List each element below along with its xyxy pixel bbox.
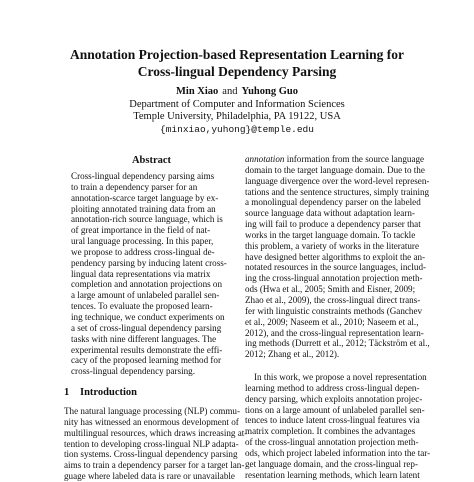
affiliation-line-2: Temple University, Philadelphia, PA 19122, USA xyxy=(133,111,341,122)
text-line: annotation-scarce target language by ex- xyxy=(71,192,219,203)
text-line: a large amount of unlabeled parallel sen- xyxy=(71,290,220,301)
text-line: ing methods (Durrett et al., 2012; Täckström et al., xyxy=(245,338,430,349)
text-line: et al., 2009; Naseem et al., 2010; Naseem et al., xyxy=(245,316,419,327)
section-number: 1 xyxy=(64,387,70,399)
text-line: The natural language processing (NLP) commu- xyxy=(64,406,241,417)
text-line: tences. To evaluate the proposed learn- xyxy=(71,301,213,312)
text-line: multilingual resources, which draws increasing at- xyxy=(64,427,248,438)
text-line: lingual data representations via matrix xyxy=(71,268,211,279)
text-line: tion systems. Cross-lingual dependency parsing xyxy=(64,449,238,460)
text-line: we propose to address cross-lingual de- xyxy=(71,246,215,257)
italic-word: annotation xyxy=(245,154,285,164)
text-line: ods (Hwa et al., 2005; Smith and Eisner, 2009; xyxy=(245,284,416,295)
right-paragraph-1 xyxy=(245,164,430,360)
text-line: ural language processing. In this paper, xyxy=(71,236,214,247)
author-email: {minxiao,yuhong}@temple.edu xyxy=(160,123,314,135)
text-line: tention to developing cross-lingual NLP adapta- xyxy=(64,438,239,449)
author-2: Yuhong Guo xyxy=(241,86,298,97)
text-line: cross-lingual dependency parsing. xyxy=(71,366,195,377)
author-and: and xyxy=(222,86,238,97)
text-line: tations and the sentence structures, simply training xyxy=(245,186,430,197)
text-line: dency parsing, which exploits annotation projec- xyxy=(245,393,423,404)
text-line: ing technique, we conduct experiments on xyxy=(71,311,225,322)
right-first-line xyxy=(245,154,425,165)
text-line: annotation-rich source language, which is xyxy=(71,214,223,225)
text-line: guage where labeled data is rare or unavailable xyxy=(64,471,235,482)
title-line-2: Cross-lingual Dependency Parsing xyxy=(137,64,337,79)
text-line: pendency parsing by inducing latent cross- xyxy=(71,257,227,268)
text-line: ing will fail to produce a dependency parser that xyxy=(245,219,421,230)
text-line: Cross-lingual dependency parsing aims xyxy=(71,171,215,181)
text-line: ing the cross-lingual annotation projection meth- xyxy=(245,273,423,284)
paragraph-gap xyxy=(245,360,425,372)
text-line: 2012; Zhang et al., 2012). xyxy=(245,349,340,360)
text-line: fer with linguistic constraints methods (Ganchev xyxy=(245,305,423,316)
title-line-1: Annotation Projection-based Representation Learning for xyxy=(70,47,404,62)
affiliation-line-1: Department of Computer and Information Sciences xyxy=(129,98,345,110)
first-line-rest: information from the source language xyxy=(284,154,425,164)
text-line: tions on a large amount of unlabeled parallel sen- xyxy=(245,404,425,415)
right-column xyxy=(245,154,431,480)
abstract-body xyxy=(64,171,239,377)
text-line: of the cross-lingual annotation projection meth- xyxy=(245,437,419,448)
text-line: a set of cross-lingual dependency parsing xyxy=(71,322,222,333)
text-line: matrix completion. It combines the advantages xyxy=(245,426,416,437)
text-line: completion and annotation projections on xyxy=(71,279,223,290)
author-1: Min Xiao xyxy=(176,86,219,97)
text-line: source language data without adaptation learn- xyxy=(245,208,415,219)
introduction-heading xyxy=(64,387,239,399)
text-line: works in the target language domain. To tackle xyxy=(245,229,416,240)
right-paragraph-2 xyxy=(245,372,431,480)
text-line: language divergence over the word-level represen- xyxy=(245,175,430,186)
text-line: In this work, we propose a novel representation xyxy=(254,372,427,383)
text-line: cacy of the proposed learning method for xyxy=(71,355,221,366)
text-line: ods, which project labeled information into the tar- xyxy=(245,447,431,458)
text-line: have designed better algorithms to exploit the an- xyxy=(245,251,426,262)
author-block xyxy=(0,86,474,136)
text-line: get language domain, and the cross-lingual rep- xyxy=(245,458,418,469)
text-line: nity has witnessed an enormous development of xyxy=(64,416,239,427)
text-line: aims to train a dependency parser for a target lan- xyxy=(64,460,245,471)
text-line: tasks with nine different languages. The xyxy=(71,333,217,344)
abstract-heading: Abstract xyxy=(131,155,172,166)
paper-title xyxy=(0,46,474,80)
left-column xyxy=(64,155,248,482)
text-line: this problem, a variety of works in the literature xyxy=(245,240,419,251)
introduction-body xyxy=(64,406,248,482)
text-line: ploiting annotated training data from an xyxy=(71,203,216,214)
author-names xyxy=(0,86,474,99)
section-title: Introduction xyxy=(80,387,137,399)
text-line: of great importance in the field of nat- xyxy=(71,225,211,236)
text-line: tences to induce latent cross-lingual features via xyxy=(245,415,420,426)
text-line: experimental results demonstrate the effi- xyxy=(71,344,223,355)
text-line: 2012), and the cross-lingual representation learn- xyxy=(245,327,424,338)
text-line: domain to the target language domain. Due to the xyxy=(245,164,425,175)
text-line: notated resources in the source languages, includ- xyxy=(245,262,427,273)
text-line: Zhao et al., 2009), the cross-lingual direct trans- xyxy=(245,294,421,305)
text-line: resentation learning methods, which learn latent xyxy=(245,469,420,480)
text-line: learning method to address cross-lingual depen- xyxy=(245,382,420,393)
text-line: a monolingual dependency parser on the labeled xyxy=(245,197,421,208)
text-line: to train a dependency parser for an xyxy=(71,181,198,192)
